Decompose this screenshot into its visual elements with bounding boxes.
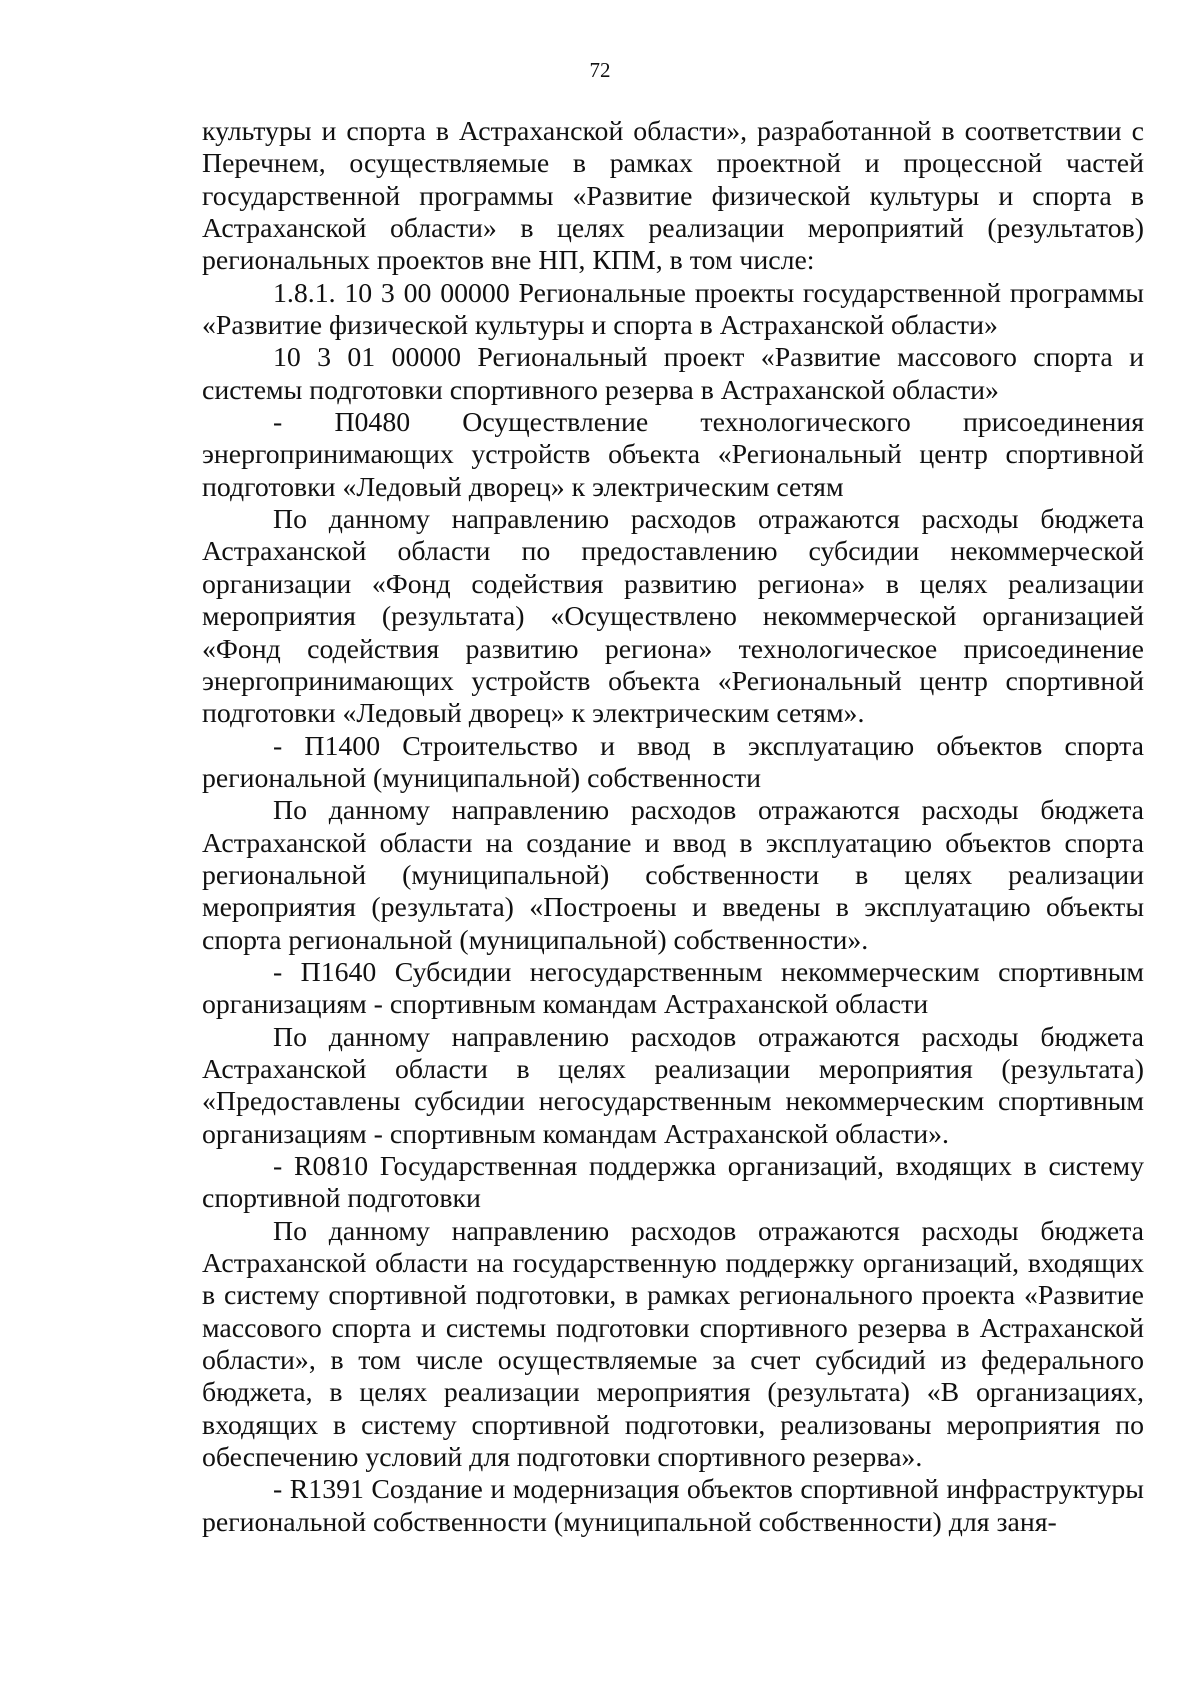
paragraph-p1400-description: По данному направлению расходов отражаются расходы бюджета Астраханской области на создание и ввод в эксплуатацию объектов спорта региональной (муниципальной) собственности в целях реализации мероприятия (результата) «Построены и введены в эксплуатацию объекты спорта региональной (муниципальной) собственности». [202,795,1144,956]
paragraph-p0480-description: По данному направлению расходов отражаются расходы бюджета Астраханской области по предоставлению субсидии некоммерческой организации «Фонд содействия развитию региона» в целях реализации мероприятия (результата) «Осуществлено некоммерческой организацией «Фонд содействия развитию региона» технологическое присоединение энергопринимающих устройств объекта «Региональный центр спортивной подготовки «Ледовый дворец» к электрическим сетям». [202,504,1144,730]
paragraph-item-r1391: - R1391 Создание и модернизация объектов спортивной инфраструктуры региональной собственности (муниципальной собственности) для заня- [202,1474,1144,1538]
page-number: 72 [589,58,611,82]
paragraph-section-1-8-1: 1.8.1. 10 3 00 00000 Региональные проекты государственной программы «Развитие физической культуры и спорта в Астраханской области» [202,277,1144,342]
paragraph-continuation: культуры и спорта в Астраханской области», разработанной в соответствии с Перечнем, осуществляемые в рамках проектной и процессной частей государственной программы «Развитие физической культуры и спорта в Астраханской области» в целях реализации мероприятий (результатов) региональных проектов вне НП, КПМ, в том числе: [202,116,1144,277]
paragraph-p1640-description: По данному направлению расходов отражаются расходы бюджета Астраханской области в целях реализации мероприятия (результата) «Предоставлены субсидии негосударственным некоммерческим спортивным организациям - спортивным командам Астраханской области». [202,1021,1144,1150]
paragraph-item-p1400: - П1400 Строительство и ввод в эксплуатацию объектов спорта региональной (муниципальной) собственности [202,730,1144,794]
paragraph-r0810-description: По данному направлению расходов отражаются расходы бюджета Астраханской области на государственную поддержку организаций, входящих в систему спортивной подготовки, в рамках регионального проекта «Развитие массового спорта и системы подготовки спортивного резерва в Астраханской области», в том числе осуществляемые за счет субсидий из федерального бюджета, в целях реализации мероприятия (результата) «В организациях, входящих в систему спортивной подготовки, реализованы мероприятия по обеспечению условий для подготовки спортивного резерва». [202,1215,1144,1474]
paragraph-item-p0480: - П0480 Осуществление технологического присоединения энергопринимающих устройств объекта «Региональный центр спортивной подготовки «Ледовый дворец» к электрическим сетям [202,407,1144,503]
paragraph-item-p1640: - П1640 Субсидии негосударственным некоммерческим спортивным организациям - спортивным командам Астраханской области [202,956,1144,1021]
paragraph-regional-project: 10 3 01 00000 Региональный проект «Развитие массового спорта и системы подготовки спортивного резерва в Астраханской области» [202,342,1144,406]
document-body [202,116,1144,1539]
paragraph-item-r0810: - R0810 Государственная поддержка организаций, входящих в систему спортивной подготовки [202,1151,1144,1215]
